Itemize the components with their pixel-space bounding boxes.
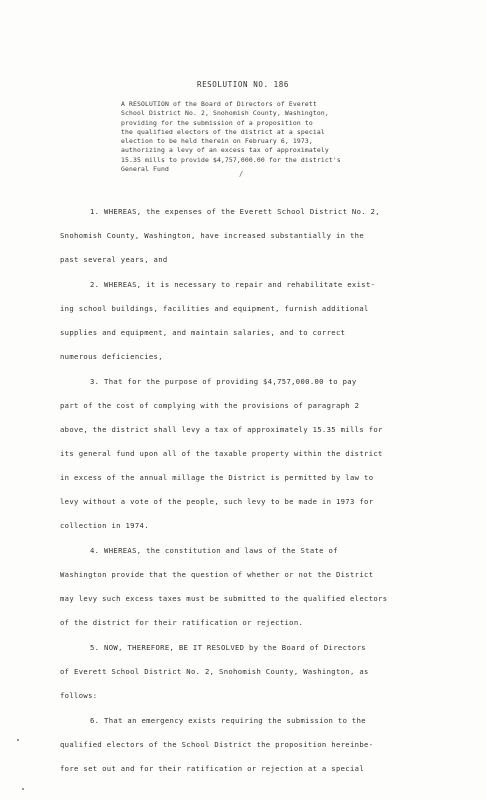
resolution-title: RESOLUTION NO. 186 [196,80,290,89]
body-line: may levy such excess taxes must be submitted to the qualified electors [60,594,388,603]
abstract-line: School District No. 2, Snohomish County, Washington, [121,109,329,118]
body-line: levy without a vote of the people, such levy to be made in 1973 for [60,497,374,506]
body-line: numerous deficiencies, [60,352,163,361]
body-line: 4. WHEREAS, the constitution and laws of the State of [90,546,338,555]
body-line: Snohomish County, Washington, have increased substantially in the [60,231,365,240]
body-line: ing school buildings, facilities and equipment, furnish additional [60,304,369,313]
scan-speck [17,739,19,741]
body-line: of the district for their ratification or rejection. [60,618,304,627]
abstract-line: the qualified electors of the district at a special [121,127,325,136]
body-line: collection in 1974. [60,521,149,530]
resolution-abstract [121,100,371,174]
body-line: of Everett School District No. 2, Snohomish County, Washington, as [60,667,369,676]
body-line: Washington provide that the question of whether or not the District [60,570,374,579]
body-line: supplies and equipment, and maintain salaries, and to correct [60,328,346,337]
body-line: fore set out and for their ratification or rejection at a special [60,764,365,773]
body-line: 5. NOW, THEREFORE, BE IT RESOLVED by the Board of Directors [90,643,366,652]
body-line: part of the cost of complying with the provisions of paragraph 2 [60,401,360,410]
abstract-line: election to be held therein on February 6, 1973, [121,137,313,146]
abstract-line: 15.35 mills to provide $4,757,000.00 for the district's [121,155,341,164]
abstract-line: A RESOLUTION of the Board of Directors of Everett [121,100,317,108]
body-line: its general fund upon all of the taxable property within the district [60,449,383,458]
scan-speck [22,788,24,790]
abstract-line: providing for the submission of a proposition to [121,118,313,127]
handwritten-mark: / [239,170,244,178]
body-line: 6. That an emergency exists requiring the submission to the [90,716,366,725]
body-line: qualified electors of the School District the proposition hereinbe- [60,740,374,749]
body-line: above, the district shall levy a tax of approximately 15.35 mills for [60,425,383,434]
body-line: past several years, and [60,255,168,264]
body-line: 1. WHEREAS, the expenses of the Everett School District No. 2, [90,207,380,216]
body-line: in excess of the annual millage the District is permitted by law to [60,473,374,482]
body-line: 2. WHEREAS, it is necessary to repair and rehabilitate exist- [90,280,376,289]
body-line: 3. That for the purpose of providing $4,757,000.00 to pay [90,377,357,386]
abstract-line: General Fund [121,165,169,174]
abstract-line: authorizing a levy of an excess tax of approximately [121,146,329,155]
body-line: follows: [60,691,98,700]
